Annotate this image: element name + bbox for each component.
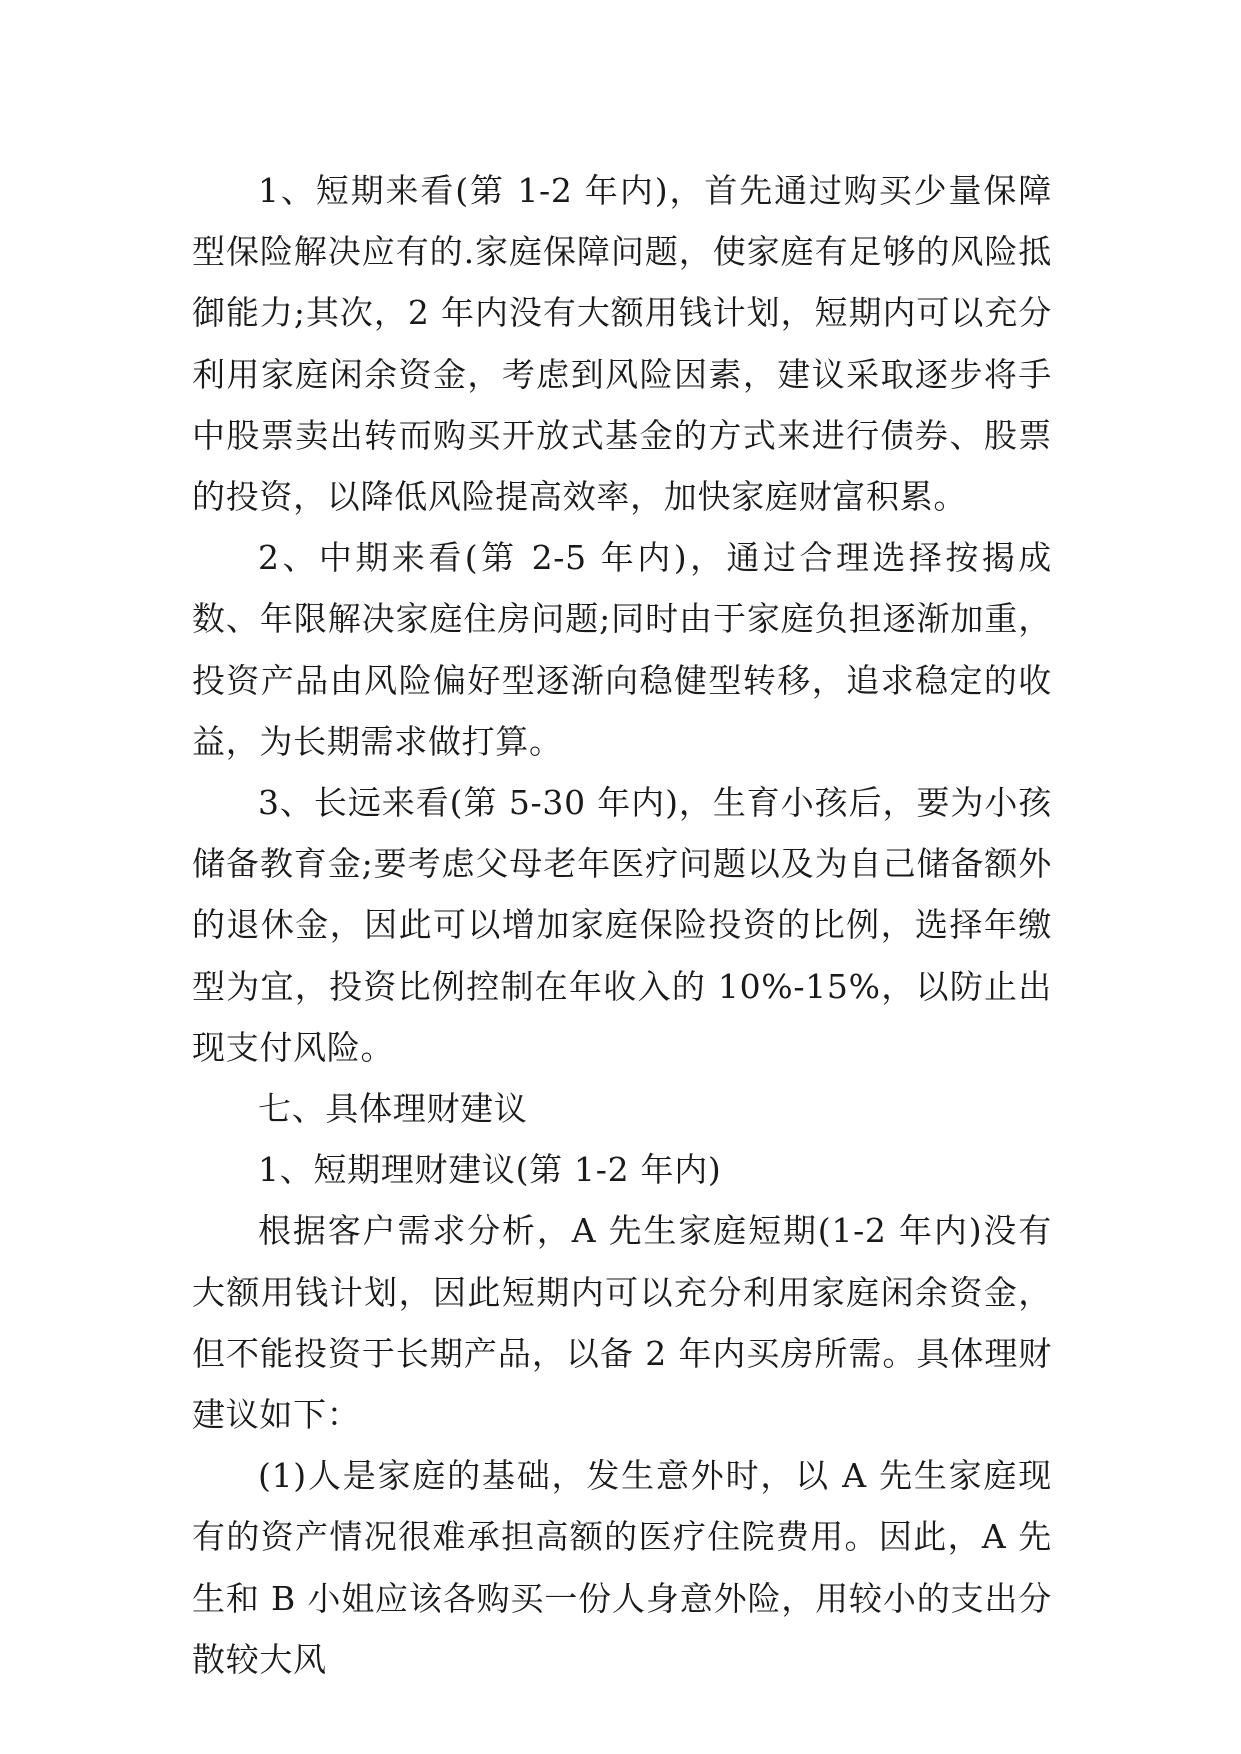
section-heading-specific-advice: 七、具体理财建议 [258,1089,528,1129]
paragraph-mid-term-outlook: 2、中期来看(第 2-5 年内)，通过合理选择按揭成数、年限解决家庭住房问题;同时由于家庭负担逐渐加重，投资产品由风险偏好型逐渐向稳健型转移，追求稳定的收益，为长期需求做打算。 [192,538,1052,761]
paragraph-accident-insurance: (1)人是家庭的基础，发生意外时，以 A 先生家庭现有的资产情况很难承担高额的医疗住院费用。因此，A 先生和 B 小姐应该各购买一份人身意外险，用较小的支出分散较大风 [192,1456,1052,1679]
paragraph-needs-analysis: 根据客户需求分析，A 先生家庭短期(1-2 年内)没有大额用钱计划，因此短期内可以充分利用家庭闲余资金，但不能投资于长期产品，以备 2 年内买房所需。具体理财建议如下： [192,1211,1052,1435]
paragraph-long-term-outlook: 3、长远来看(第 5-30 年内)，生育小孩后，要为小孩储备教育金;要考虑父母老年医疗问题以及为自己储备额外的退休金，因此可以增加家庭保险投资的比例，选择年缴型为宜，投资比例控制在年收入的 10%-15%，以防止出现支付风险。 [192,783,1052,1067]
subheading-short-term-advice: 1、短期理财建议(第 1-2 年内) [258,1150,722,1190]
paragraph-short-term-outlook: 1、短期来看(第 1-2 年内)，首先通过购买少量保障型保险解决应有的.家庭保障问题，使家庭有足够的风险抵御能力;其次，2 年内没有大额用钱计划，短期内可以充分利用家庭闲余资金，考虑到风险因素，建议采取逐步将手中股票卖出转而购买开放式基金的方式来进行债券、股票的投资，以降低风险提高效率，加快家庭财富积累。 [192,171,1052,517]
document-page [192,160,1052,1690]
